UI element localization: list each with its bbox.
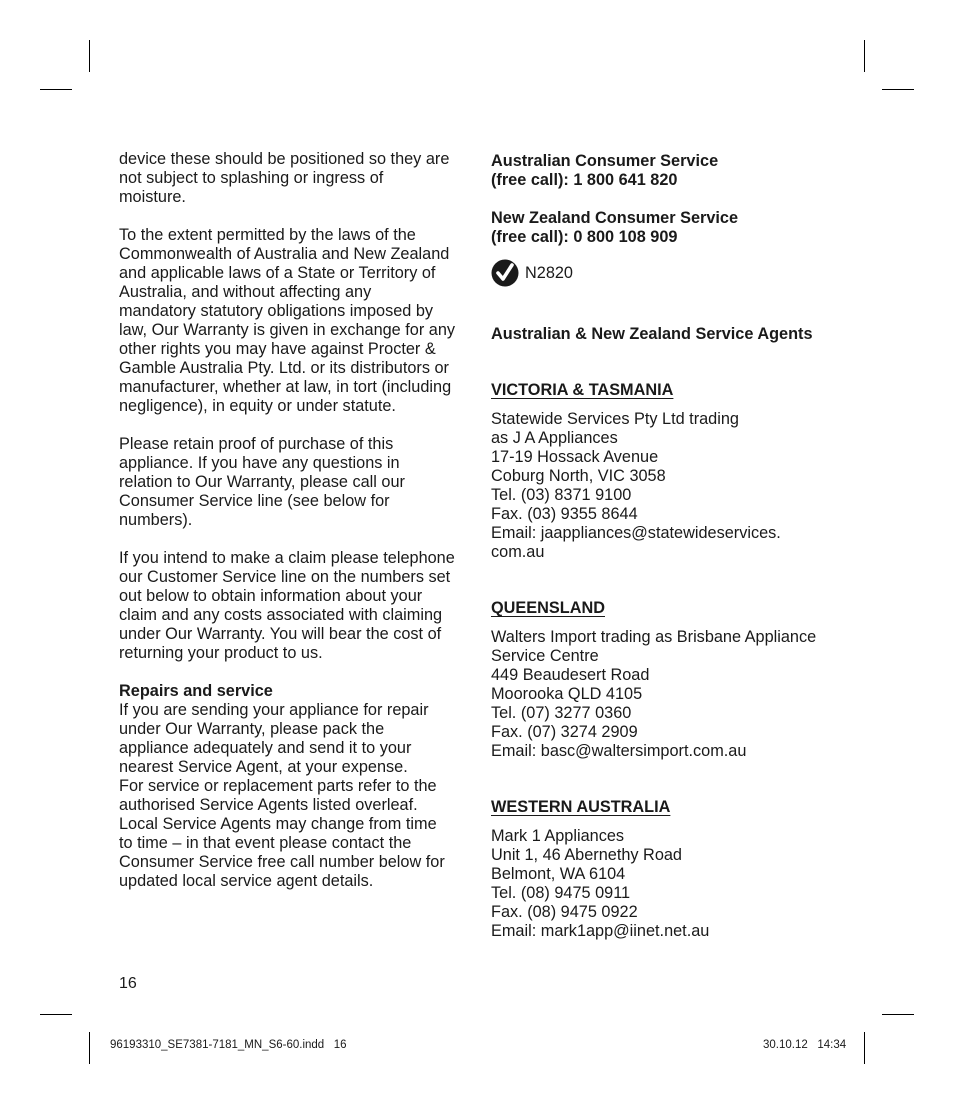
nz-consumer-service: New Zealand Consumer Service (free call): 0 800 108 909: [491, 209, 739, 246]
agent-details: Walters Import trading as Brisbane Appliance Service Centre 449 Beaudesert Road Moorooka QLD 4105 Tel. (07) 3277 0360 Fax. (07) 3274 2909 Email: basc@waltersimport.com.au: [491, 628, 817, 760]
crop-mark: [882, 1014, 914, 1015]
section-heading: VICTORIA & TASMANIA: [491, 381, 674, 399]
rcm-checkmark-icon: [491, 259, 519, 287]
crop-mark: [882, 89, 914, 90]
agent-section-qld: [491, 599, 841, 761]
au-consumer-service: Australian Consumer Service (free call): 1 800 641 820: [491, 152, 719, 189]
slug-date-time: 30.10.12 14:34: [763, 1039, 847, 1051]
repairs-heading: Repairs and service: [119, 682, 273, 700]
moisture-paragraph: device these should be positioned so they are not subject to splashing or ingress of moisture.: [119, 150, 450, 206]
agent-section-wa: [491, 798, 841, 941]
agent-details: Mark 1 Appliances Unit 1, 46 Abernethy Road Belmont, WA 6104 Tel. (08) 9475 0911 Fax. (08) 9475 0922 Email: mark1app@iinet.net.au: [491, 827, 710, 940]
crop-mark: [40, 89, 72, 90]
agent-section-vic-tas: [491, 381, 841, 562]
warranty-law-paragraph: To the extent permitted by the laws of the Commonwealth of Australia and New Zealand and applicable laws of a State or Territory of Australia, and without affecting any mandatory statutory obligations imposed by law, Our Warranty is given in exchange for any other rights you may have against Procter & Gamble Australia Pty. Ltd. or its distributors or manufacturer, whether at law, in tort (including negligence), in equity or under statute.: [119, 226, 456, 415]
rcm-code: N2820: [525, 263, 573, 282]
repairs-paragraph: If you are sending your appliance for repair under Our Warranty, please pack the appliance adequately and send it to your nearest Service Agent, at your expense. For service or replacement parts refer to the authorised Service Agents listed overleaf. Local Service Agents may change from time to time – in that event please contact the Consumer Service free call number below for updated local service agent details.: [119, 701, 445, 890]
agent-details: Statewide Services Pty Ltd trading as J A Appliances 17-19 Hossack Avenue Coburg North, VIC 3058 Tel. (03) 8371 9100 Fax. (03) 9355 8644 Email: jaappliances@statewideservices. com.au: [491, 410, 781, 561]
claim-paragraph: If you intend to make a claim please telephone our Customer Service line on the numbers set out below to obtain information about your claim and any costs associated with claiming under Our Warranty. You will bear the cost of returning your product to us.: [119, 549, 455, 662]
slug-file-info: 96193310_SE7381-7181_MN_S6-60.indd 16: [110, 1039, 347, 1051]
crop-mark: [864, 40, 865, 72]
page-number: 16: [119, 975, 137, 992]
crop-mark: [89, 1032, 90, 1064]
service-agents-heading: Australian & New Zealand Service Agents: [491, 325, 813, 343]
section-heading: WESTERN AUSTRALIA: [491, 798, 671, 816]
right-column: [491, 152, 841, 978]
crop-mark: [89, 40, 90, 72]
left-column: [119, 150, 467, 910]
rcm-mark: [491, 259, 841, 287]
proof-of-purchase-paragraph: Please retain proof of purchase of this appliance. If you have any questions in relation to Our Warranty, please call our Consumer Service line (see below for numbers).: [119, 435, 405, 529]
section-heading: QUEENSLAND: [491, 599, 605, 617]
crop-mark: [40, 1014, 72, 1015]
crop-mark: [864, 1032, 865, 1064]
